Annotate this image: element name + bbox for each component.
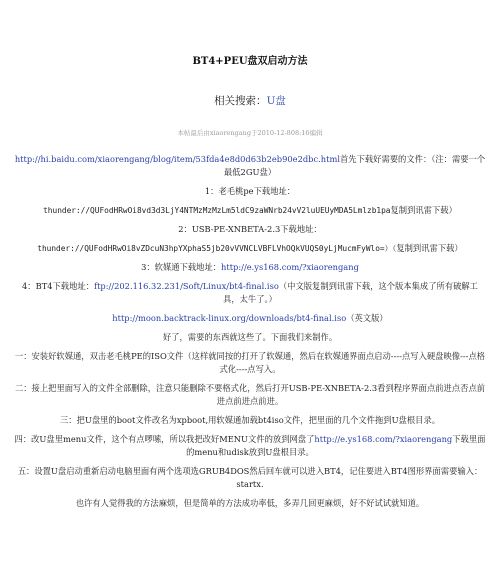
paragraph-english-version: http://moon.backtrack-linux.org/downloads/bt4-final.iso（英文版） [112,313,388,323]
backtrack-link[interactable]: http://moon.backtrack-linux.org/downloads/bt4-final.iso [112,313,347,323]
paragraph-item-1: 1：老毛桃pe下载地址： [204,186,296,196]
page-title: BT4+PEU盘双启动方法 [192,56,308,67]
paragraph-step-4: 四：改U盘里menu文件，这个有点啰嗦，所以我把改好MENU文件的放到网盘了http://e.ys168.com/?xiaorengang下载里面的menu和udisk放到U盘根目录。 [14,434,486,457]
ys168-link-2[interactable]: http://e.ys168.com/?xiaorengang [314,434,453,444]
related-search [0,93,500,108]
thunder-link-1[interactable]: thunder://QUFodHRwOi8vd3d3LjY4NTMzMzMzLm5ldC9zaWNrb24vV2luUEUyMDA5Lmlzb1pa [43,206,391,215]
paragraph-ready: 好了，需要的东西就这些了。下面我们来制作。 [162,332,338,342]
article-body [14,153,486,516]
blog-link[interactable]: http://hi.baidu.com/xiaorengang/blog/item/53fda4e8d0d63b2eb90e2dbc.html [14,154,340,164]
paragraph-download-intro: http://hi.baidu.com/xiaorengang/blog/item/53fda4e8d0d63b2eb90e2dbc.html首先下载好需要的文件：（注：需要一个最低2GU盘） [14,154,486,177]
paragraph-closing: 也许有人觉得我的方法麻烦，但是简单的方法成功率低，多弄几回更麻烦，好不好试试就知道。 [75,498,425,508]
paragraph-item-3: 3：软媒通下载地址：http://e.ys168.com/?xiaorengang [141,262,359,272]
ys168-link-1[interactable]: http://e.ys168.com/?xiaorengang [221,262,359,272]
related-search-label: 相关搜索： [214,95,267,107]
paragraph-step-1: 一：安装好软媒通，双击老毛桃PE的ISO文件（这样就同按的打开了软媒通，然后在软媒通界面点启动----点写入硬盘映像---点格式化----点写入。 [14,351,486,374]
thunder-link-2[interactable]: thunder://QUFodHRwOi8vZDcuN3hpYXphaS5jb20vVVNCLVBFLVhOQkVUQS0yLjMucmFyWlo=）（ [37,244,397,253]
paragraph-step-5: 五：设置U盘启动重新启动电脑里面有两个选项选GRUB4DOS然后回车就可以进入BT4，记住要进入BT4图形界面需要输入：startx. [17,466,483,489]
paragraph-thunder-2: thunder://QUFodHRwOi8vZDcuN3hpYXphaS5jb20vVVNCLVBFLVhOQkVUQS0yLjMucmFyWlo=）（复制到讯雷下载） [37,243,463,253]
related-search-link[interactable]: U盘 [266,95,286,107]
post-meta: 本帖最后由xiaorengang于2010-12-808:16编辑 [177,129,323,137]
paragraph-thunder-1: thunder://QUFodHRwOi8vd3d3LjY4NTMzMzMzLm5ldC9zaWNrb24vV2luUEUyMDA5Lmlzb1pa复制到讯雷下载） [43,205,457,215]
paragraph-step-3: 三：把U盘里的boot文件改名为xpboot,用软媒通加载bt4iso文件，把里面的几个文件拖到U盘根目录。 [59,415,441,425]
paragraph-step-2: 二：接上把里面写入的文件全部删除，注意只能删除不要格式化，然后打开USB-PE-XNBETA-2.3看到程序界面点前进点否点前进点前进点前进。 [14,383,486,406]
ftp-link[interactable]: ftp://202.116.32.231/Soft/Linux/bt4-final.iso [94,281,279,291]
paragraph-item-2: 2：USB-PE-XNBETA-2.3下载地址： [178,224,322,234]
paragraph-item-4: 4：BT4下载地址：ftp://202.116.32.231/Soft/Linux/bt4-final.iso（中文版复制到讯雷下载，这个版本集成了所有破解工具，太牛了。） [22,281,478,304]
